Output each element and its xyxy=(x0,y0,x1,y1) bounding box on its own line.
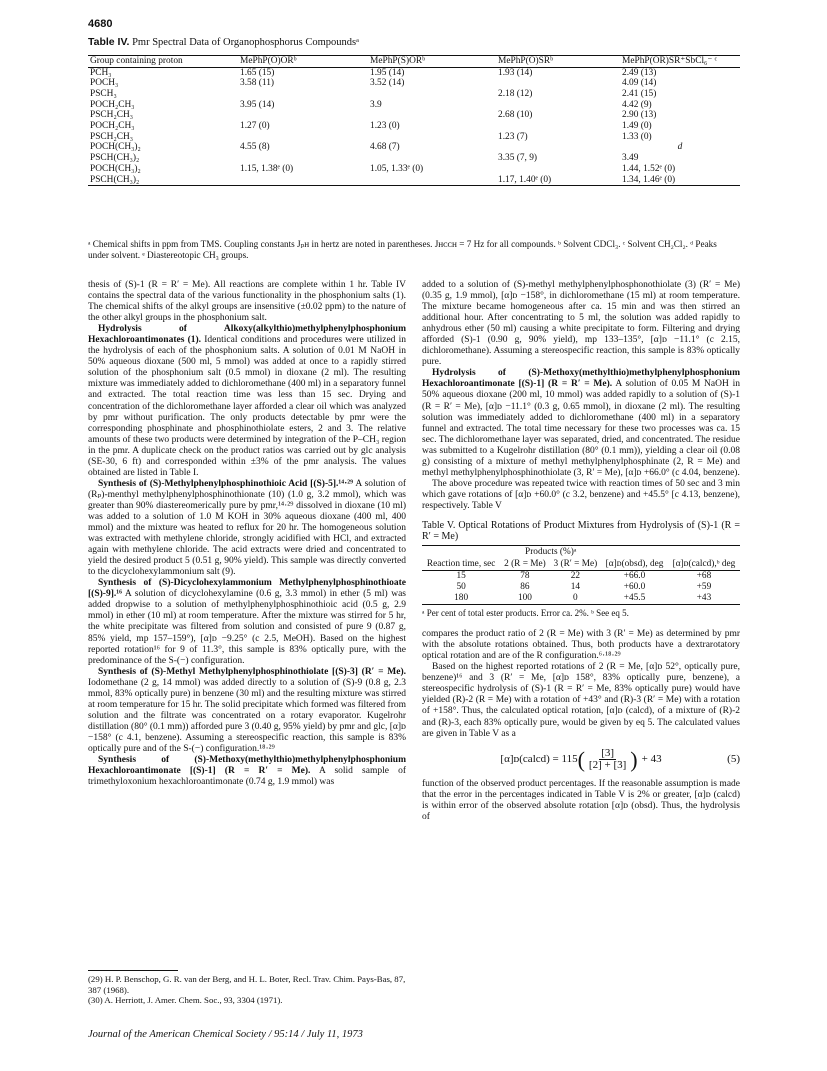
table4-footnote: ᵃ Chemical shifts in ppm from TMS. Coupling constants Jₚʜ in hertz are noted in parentheses. Jʜᴄᴄʜ = 7 Hz for all compounds. ᵇ Solvent CDCl₃. ᶜ Solvent CH₂Cl₂. ᵈ Peaks under solvent. ᵉ Diastereotopic CH₃ groups. xyxy=(88,239,717,260)
table4-cell xyxy=(368,153,496,164)
paragraph-heading: Synthesis of (S)-Methylphenylphosphinothioic Acid [(S)-5].¹⁴·²⁹ xyxy=(98,478,353,489)
table-row xyxy=(88,164,740,175)
table5-cell: +68 xyxy=(696,571,712,582)
table4-cell: 4.68 (7) xyxy=(370,142,400,153)
table4-cell: 1.05, 1.33ᵉ (0) xyxy=(370,163,424,174)
table4-header-cell: MePhP(O)SRᵇ xyxy=(498,56,553,66)
table4-cell: 1.33 (0) xyxy=(622,131,652,142)
table-row xyxy=(88,175,740,186)
table4-cell: POCH₂CH₃ xyxy=(90,121,135,132)
equation-rhs: + 43 xyxy=(641,752,662,765)
left-column xyxy=(88,280,406,788)
paragraph-text: Based on the highest reported rotations of 2 (R = Me, [α]ᴅ 52°, optically pure, benzene)¹⁶ and 3 (R′ = Me, [α]ᴅ 158°, 83% optically pure, benzene), a stereospecific hydrolysis of (S)-1 (R = R′ = Me, 83% optically pure) would have yielded (R)-2 (R = Me) with a rotation of +43° and (R)-3 (R′ = Me) with a rotation of +158°. Thus, the calculated optical rotation, [α]ᴅ (calcd), of a mixture of (R)-2 and (R)-3, each 83% optically pure, would be given by eq 5. The calculated values are given in Table V as a xyxy=(422,662,740,739)
paragraph xyxy=(88,324,406,479)
table4-header-cell: MePhP(O)ORᵇ xyxy=(240,56,297,66)
table4-cell: 1.49 (0) xyxy=(622,121,652,132)
paragraph-heading: Synthesis of (S)-Dicyclohexylammonium Methylphenylphosphinothioate [(S)-9].¹⁶ xyxy=(88,578,406,600)
table4-cell: PSCH(CH₃)₂ xyxy=(90,153,140,164)
paragraph-text: thesis of (S)-1 (R = R′ = Me). All reactions are complete within 1 hr. Table IV contains the spectral data of the various functionality in the phosphonium salts (1). The chemical shifts of the alkyl groups are insensitive (±0.02 ppm) to the nature of the other alkyl groups in the phosphonium salt. xyxy=(88,280,406,324)
table5-spacer xyxy=(422,546,500,559)
table4-cell: 2.49 (13) xyxy=(622,67,657,78)
paragraph-heading: Hydrolysis of (S)-Methoxy(methylthio)methylphenylphosphonium Hexachloroantimonate [(S)-1] (R = R′ = Me). xyxy=(422,368,740,390)
paragraph-text: compares the product ratio of 2 (R = Me) with 3 (R′ = Me) as determined by pmr with the absolute rotations obtained. Thus, both products have a dextrarotatory optical rotation and are of the R configuration.⁶·¹⁸·²⁹ xyxy=(422,629,740,662)
table5-cell: 86 xyxy=(520,582,530,593)
table4-cell: 3.49 xyxy=(622,153,639,164)
right-column-top xyxy=(422,280,740,512)
table4-label: Table IV. xyxy=(88,36,130,48)
table4-cell xyxy=(368,110,496,121)
table-row xyxy=(88,121,740,132)
table4-cell: 1.34, 1.46ᵉ (0) xyxy=(622,174,676,185)
paragraph-text: The above procedure was repeated twice with reaction times of 50 sec and 3 min which gave rotations of [α]ᴅ +60.0° (c 3.2, benzene) and +45.5° [c 4.13, benzene), respectively. Table V xyxy=(422,478,740,511)
table5-footnote: ᵃ Per cent of total ester products. Error ca. 2%. ᵇ See eq 5. xyxy=(422,608,629,619)
paragraph xyxy=(422,479,740,512)
table5-header-cell: 2 (R = Me) xyxy=(504,559,546,570)
table4-cell xyxy=(368,175,496,186)
table4-cell: 4.42 (9) xyxy=(622,99,652,110)
table4-cell xyxy=(496,121,620,132)
table4-cell xyxy=(238,132,368,143)
table5 xyxy=(422,545,740,605)
right-column xyxy=(422,280,740,823)
table5-cell: 78 xyxy=(520,571,530,582)
table-row xyxy=(88,100,740,111)
table4-cell xyxy=(238,175,368,186)
table4-cell: POCH(CH₃)₂ xyxy=(90,163,141,174)
table4-caption xyxy=(88,36,359,48)
paragraph xyxy=(88,667,406,755)
table5-body xyxy=(422,571,740,605)
table-row xyxy=(422,582,740,593)
table5-cell: 14 xyxy=(570,582,581,593)
table4-cell xyxy=(368,132,496,143)
paragraph xyxy=(422,368,740,478)
paragraph-text: A solution of dicyclohexylamine (0.6 g, 3.3 mmol) in ether (5 ml) was added dropwise to a solution of methylphenylphosphinothioic acid (0.5 g, 2.9 mmol) in ether (10 ml) at room temperature. After the mixture was stirred for 5 hr, the white precipitate was filtered from solution and consisted of pure 9 (0.87 g, 85% yield, mp 157–159°), [α]ᴅ −9.25° (c 2.5, MeOH). Based on the highest reported rotation¹⁶ for 9 of 11.3°, this sample is 83% optically pure, with the predominance of the S-(−) configuration. xyxy=(88,589,406,666)
table4-cell xyxy=(238,89,368,100)
table4-cell xyxy=(496,164,620,175)
table4-header-cell: MePhP(OR)SR⁺SbCl₆⁻ ᶜ xyxy=(622,56,718,66)
paragraph xyxy=(88,280,406,324)
table5-header-cell: [α]ᴅ(obsd), deg xyxy=(605,559,664,570)
paragraph-text: Iodomethane (2 g, 14 mmol) was added directly to a solution of (S)-9 (0.8 g, 2.3 mmol, 83% optically pure) in benzene (30 ml) and the resulting mixture was stirred at room temperature for 15 hr. The solid precipitate which formed was filtered from solution and the filtrate was concentrated on a rotary evaporator. Kugelrohr distillation (80° (0.1 mm)) afforded pure 3 (0.40 g, 95% yield) by pmr and glc, [α]ᴅ −158° (c 4.1, benzene). Assuming a stereospecific reaction, this sample is 83% optically pure and of the S-(−) configuration.¹⁸·²⁹ xyxy=(88,677,406,754)
table4-cell: POCH(CH₃)₂ xyxy=(90,142,141,153)
table5-group-header: Products (%)ᵃ xyxy=(525,547,577,558)
paragraph-text: A solution of 0.05 M NaOH in 50% aqueous dioxane (200 ml, 10 mmol) was added rapidly to a solution of (S)-1 (R = R′ = Me), [α]ᴅ −11.1° (0.3 g, 0.65 mmol), in dioxane (2 ml). The resulting solution was immediately added to dichloromethane (400 ml) in a separatory funnel and extracted. The total time necessary for these two processes was ca. 15 sec. The dichloromethane layer was separated, dried, and concentrated. The residue was submitted to a Kugelrohr distillation (80° (0.1 mm)), yielding a clear oil (0.08 g) consisting of a mixture of methyl methylphenylphosphinate (2, R = Me) and methyl methylphenylphosphinothiolate (3, R′ = Me), [α]ᴅ +66.0° (c 4.04, benzene). xyxy=(422,379,740,478)
paragraph xyxy=(88,755,406,788)
table5-cell: +60.0 xyxy=(623,582,646,593)
paragraph xyxy=(422,662,740,739)
table4-cell: 3.52 (14) xyxy=(370,78,405,89)
table4-cell: PSCH₃ xyxy=(90,88,117,99)
table-row xyxy=(88,110,740,121)
table4-cell: POCH₃ xyxy=(90,78,119,89)
table5-cell: 22 xyxy=(570,571,581,582)
table4-cell: 1.95 (14) xyxy=(370,67,405,78)
table5-cell: 180 xyxy=(454,593,469,604)
paragraph xyxy=(88,479,406,578)
table5-cell: +59 xyxy=(696,582,712,593)
table-row xyxy=(422,571,740,583)
table4-cell: 1.15, 1.38ᵉ (0) xyxy=(240,163,294,174)
table4-header-row xyxy=(88,56,740,68)
table5-group-row xyxy=(422,546,740,559)
paragraph-text: A solid sample of trimethyloxonium hexachloroantimonate (0.74 g, 1.9 mmol) was xyxy=(88,766,406,788)
table4-cell: 3.35 (7, 9) xyxy=(498,153,538,164)
table4-cell: 3.95 (14) xyxy=(240,99,275,110)
table4-cell: 2.90 (13) xyxy=(622,110,657,121)
table4-cell xyxy=(496,100,620,111)
table4-cell: d xyxy=(677,142,683,153)
table5-header-cell: Reaction time, sec xyxy=(426,559,496,570)
table5-cell: +66.0 xyxy=(623,571,646,582)
table4-header-cell: Group containing proton xyxy=(90,56,183,66)
table4-cell xyxy=(496,142,620,153)
equation-5 xyxy=(422,748,740,771)
paragraph-text: A solution of (Rₚ)-menthyl methylphenylphosphinothionate (10) (1.0 g, 3.2 mmol), which was greater than 90% diastereomerically pure by pmr,¹⁴·²⁹ dissolved in dioxane (10 ml) was added to a solution of 1.0 M KOH in 30% aqueous dioxane (400 ml, 400 mmol) and the mixture was heated to reflux for 20 hr. The homogeneous solution was extracted with methylene chloride, strongly acidified with HCl, and extracted again with methylene chloride. The acid extracts were dried and concentrated to yield the desired product 5 (0.51 g, 90% yield). This sample was directly converted to the dicyclohexylammonium salt (9). xyxy=(88,478,406,578)
reference-29: (29) H. P. Benschop, G. R. van der Berg, and H. L. Boter, Recl. Trav. Chim. Pays-Bas, 87, 387 (1968). xyxy=(88,974,406,995)
table4-cell: 1.27 (0) xyxy=(240,121,270,132)
table5-spacer xyxy=(668,546,740,559)
table4-cell xyxy=(368,89,496,100)
references-rule xyxy=(88,970,178,971)
table-row xyxy=(88,142,740,153)
table-row xyxy=(88,132,740,143)
right-column-end: function of the observed product percentages. If the reasonable assumption is made that the error in the percentages indicated in Table V is 2% or greater, [α]ᴅ (calcd) is within error of the observed absolute rotation [α]ᴅ (obsd). Thus, the hydrolysis of xyxy=(422,778,740,822)
table-row xyxy=(88,67,740,78)
table4-cell: PSCH₂CH₃ xyxy=(90,110,134,121)
table-row xyxy=(88,153,740,164)
table4-title: Pmr Spectral Data of Organophosphorus Compoundsᵃ xyxy=(132,37,360,48)
table5-cell: 50 xyxy=(456,582,466,593)
table4-cell: PSCH₂CH₃ xyxy=(90,131,134,142)
table4-cell: 2.18 (12) xyxy=(498,88,533,99)
table4-cell xyxy=(238,110,368,121)
table5-caption: Table V. Optical Rotations of Product Mixtures from Hydrolysis of (S)-1 (R = R′ = Me) xyxy=(422,519,740,543)
table-row xyxy=(422,593,740,605)
table4-cell: POCH₂CH₃ xyxy=(90,99,135,110)
references xyxy=(88,970,406,1006)
table4-body xyxy=(88,67,740,186)
journal-footer: Journal of the American Chemical Society / 95:14 / July 11, 1973 xyxy=(88,1029,363,1040)
table4 xyxy=(88,55,740,186)
table4-cell: 3.58 (11) xyxy=(240,78,275,89)
table-row xyxy=(88,89,740,100)
equation-fraction xyxy=(589,748,626,771)
table4-cell: 1.65 (15) xyxy=(240,67,275,78)
table4-cell: 1.17, 1.40ᵉ (0) xyxy=(498,174,552,185)
table4-cell: 4.55 (8) xyxy=(240,142,270,153)
table4-cell: 1.44, 1.52ᵉ (0) xyxy=(622,163,676,174)
table4-header-cell: MePhP(S)ORᵇ xyxy=(370,56,425,66)
page-number: 4680 xyxy=(88,18,113,30)
paragraph-text: added to a solution of (S)-methyl methylphenylphosphonothiolate (3) (R′ = Me) (0.35 g, 1.9 mmol), [α]ᴅ −158°, in dichloromethane (15 ml) at room temperature. The mixture became homogeneous after ca. 15 min and was then stirred an additional hour. After concentrating to 5 ml, the solution was added rapidly to anhydrous ether (50 ml) causing a white precipitate to form. Filtering and drying afforded (S)-1 (0.90 g, 90% yield), mp 133–135°, [α]ᴅ −11.1° (c 2.15, dichloromethane). Assuming a stereospecific reaction, this sample is 83% optically pure. xyxy=(422,280,740,368)
equation-denominator: [2] + [3] xyxy=(588,758,627,771)
equation-number: (5) xyxy=(727,752,740,765)
table5-cell: +43 xyxy=(696,593,712,604)
table4-cell: PSCH(CH₃)₂ xyxy=(90,174,140,185)
paragraph-heading: Hydrolysis of Alkoxy(alkylthio)methylphenylphosphonium Hexachloroantimonates (1). xyxy=(88,324,406,346)
table-row xyxy=(88,78,740,89)
paragraph xyxy=(88,578,406,666)
table5-header-row xyxy=(422,558,740,571)
equation-numerator: [3] xyxy=(601,746,615,759)
table5-header-cell: [α]ᴅ(calcd),ᵇ deg xyxy=(672,559,736,570)
table4-cell: 1.23 (0) xyxy=(370,121,400,132)
equation-lhs: [α]ᴅ(calcd) = 115 xyxy=(500,752,578,765)
table4-cell xyxy=(238,153,368,164)
reference-30: (30) A. Herriott, J. Amer. Chem. Soc., 93, 3304 (1971). xyxy=(88,995,283,1005)
table4-cell: 2.68 (10) xyxy=(498,110,533,121)
paragraph xyxy=(422,629,740,662)
paragraph-heading: Synthesis of (S)-Methoxy(methylthio)methylphenylphosphonium Hexachloroantimonate [(S)-1] (R = R′ = Me). xyxy=(88,755,406,777)
table4-cell: 3.9 xyxy=(370,99,382,110)
paragraph-text: Identical conditions and procedures were utilized in the hydrolysis of each of the phosphonium salts. A solution of 0.01 M NaOH in 50% aqueous dioxane (500 ml, 5 mmol) was added at once to a rapidly stirred solution of the phosphonium salt (0.5 mmol) in dioxane (2 ml). The resulting mixture was immediately added to dichloromethane (400 ml) in a separatory funnel and extracted. The total reaction time was less than 15 sec. Drying and concentration of the dichloromethane layer afforded a clear oil which was analyzed by pmr without purification. The only products detectable by pmr were the corresponding phosphinate and phosphinothiolate esters, 2 and 3. The relative amounts of these two products were determined by integration of the P–CH₃ region in the pmr. A duplicate check on the product ratios was carried out by glc analysis (SE-30, 6 ft) and corresponded within ±3% of the pmr analysis. The values obtained are listed in Table I. xyxy=(88,335,406,478)
paragraph xyxy=(422,280,740,368)
table5-cell: +45.5 xyxy=(623,593,646,604)
table4-cell xyxy=(496,78,620,89)
table4-cell: PCH₃ xyxy=(90,67,112,78)
table4-cell: 4.09 (14) xyxy=(622,78,657,89)
table4-cell: 2.41 (15) xyxy=(622,88,657,99)
equation-paren-close: ) xyxy=(630,746,638,772)
table5-header-cell: 3 (R′ = Me) xyxy=(553,559,598,570)
table5-cell: 100 xyxy=(517,593,532,604)
equation-paren-open: ( xyxy=(577,746,585,772)
table4-cell: 1.93 (14) xyxy=(498,67,533,78)
table4-cell: 1.23 (7) xyxy=(498,131,528,142)
table5-cell: 0 xyxy=(573,593,578,604)
table5-spacer xyxy=(601,546,668,559)
paragraph-heading: Synthesis of (S)-Methyl Methylphenylphosphinothiolate [(S)-3] (R′ = Me). xyxy=(98,666,406,677)
table5-cell: 15 xyxy=(456,571,466,582)
right-column-bottom xyxy=(422,629,740,739)
